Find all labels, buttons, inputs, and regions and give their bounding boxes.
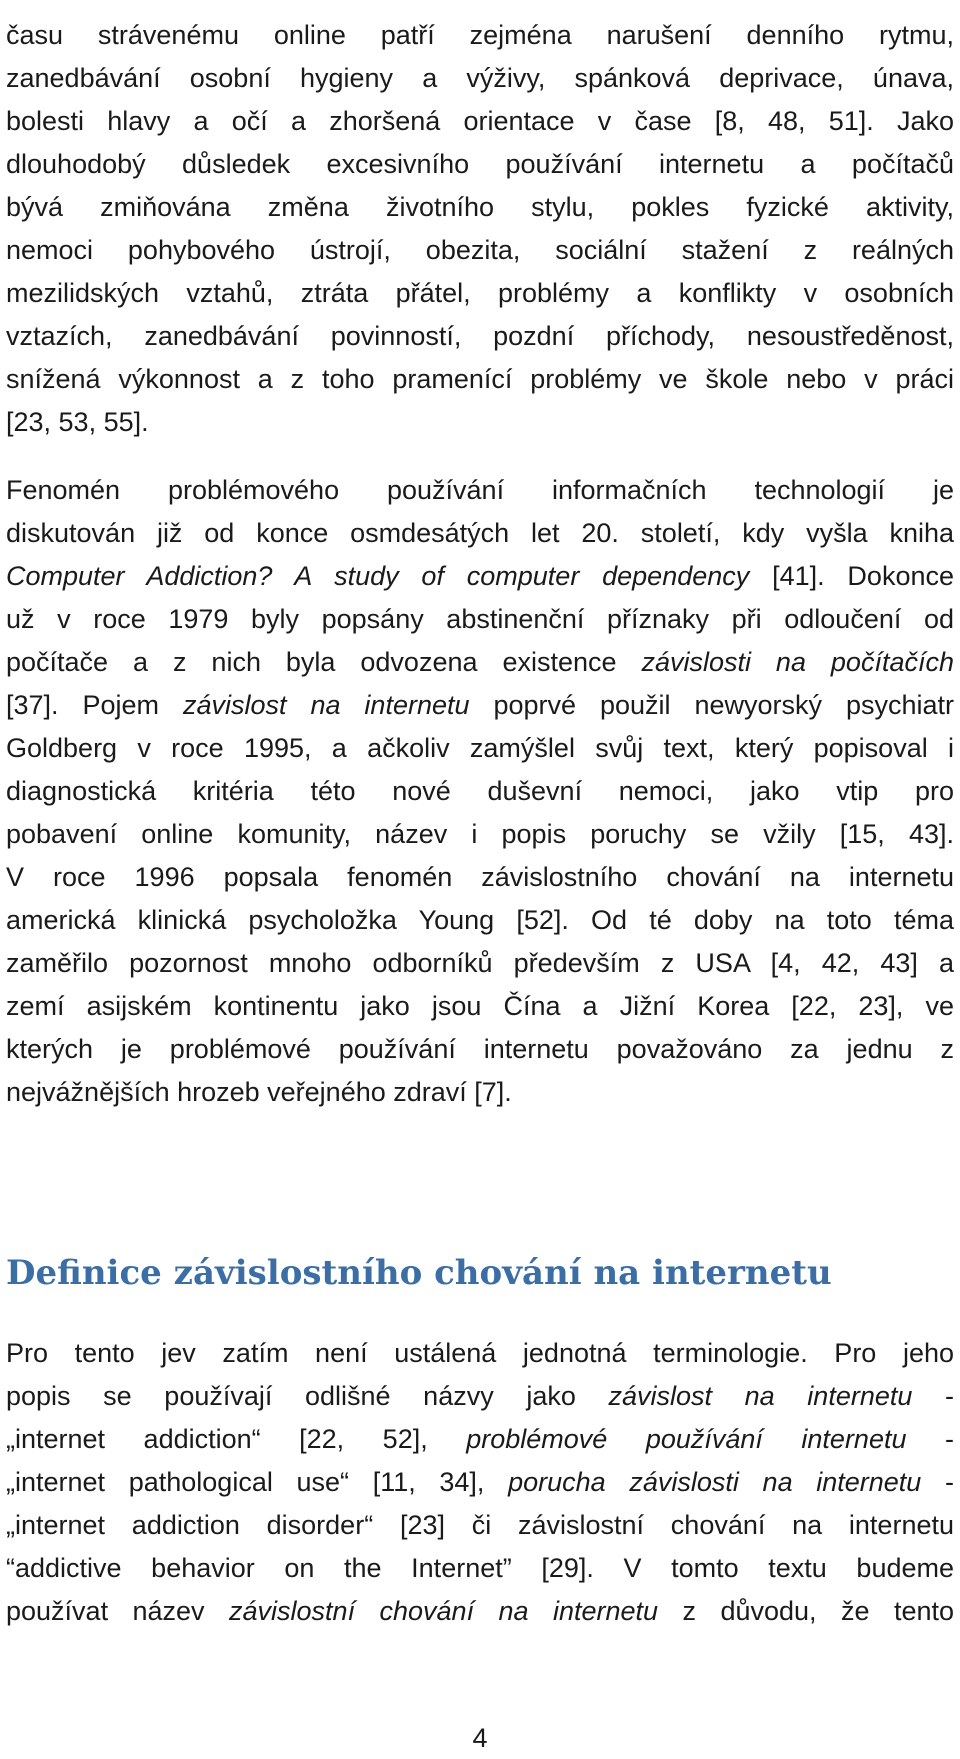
text-line: zaměřilo pozornost mnoho odborníků především z USA [4, 42, 43] a [6, 948, 954, 978]
text-line: Goldberg v roce 1995, a ačkoliv zamýšlel svůj text, který popisoval i [6, 733, 954, 763]
text-line: „internet addiction“ [22, 52], problémové používání internetu - [6, 1424, 954, 1454]
text-line: “addictive behavior on the Internet” [29]. V tomto textu budeme [6, 1553, 954, 1583]
text-line: Pro tento jev zatím není ustálená jednotná terminologie. Pro jeho [6, 1338, 954, 1368]
text-line: popis se používají odlišné názvy jako závislost na internetu - [6, 1381, 955, 1411]
section-heading: Definice závislostního chování na internetu [6, 1253, 832, 1293]
text-line: diskutován již od konce osmdesátých let 20. století, kdy vyšla kniha [6, 518, 954, 548]
text-line: počítače a z nich byla odvozena existence závislosti na počítačích [6, 647, 954, 677]
page-number: 4 [472, 1723, 488, 1753]
text-line: americká klinická psycholožka Young [52]. Od té doby na toto téma [6, 905, 954, 935]
text-line: nejvážnějších hrozeb veřejného zdraví [7]. [6, 1077, 512, 1107]
italic-term: závislost na internetu [608, 1381, 913, 1411]
text-line: Computer Addiction? A study of computer dependency [41]. Dokonce [6, 561, 954, 591]
text-line: [23, 53, 55]. [6, 407, 149, 437]
text-line: zemí asijském kontinentu jako jsou Čína a Jižní Korea [22, 23], ve [6, 991, 954, 1021]
text-line: dlouhodobý důsledek excesivního používání internetu a počítačů [6, 149, 954, 179]
italic-term: závislostní chování na internetu [229, 1596, 659, 1626]
text-line: používat název závislostní chování na internetu z důvodu, že tento [6, 1596, 955, 1626]
italic-term: závislost na internetu [182, 690, 470, 720]
text-line: už v roce 1979 byly popsány abstinenční příznaky při odloučení od [6, 604, 954, 634]
text-line: kterých je problémové používání internetu považováno za jednu z [6, 1034, 954, 1064]
text-line: vztazích, zanedbávání povinností, pozdní příchody, nesoustředěnost, [6, 321, 954, 351]
text-line: bývá zmiňována změna životního stylu, pokles fyzické aktivity, [6, 192, 954, 222]
text-line: diagnostická kritéria této nové duševní nemoci, jako vtip pro [6, 776, 954, 806]
text-line: mezilidských vztahů, ztráta přátel, problémy a konflikty v osobních [6, 278, 954, 308]
text-line: času strávenému online patří zejména narušení denního rytmu, [6, 20, 954, 50]
italic-term: porucha závislosti na internetu [508, 1467, 922, 1497]
text-line: nemoci pohybového ústrojí, obezita, sociální stažení z reálných [6, 235, 954, 265]
text-line: [37]. Pojem závislost na internetu poprvé použil newyorský psychiatr [6, 690, 954, 720]
text-line: V roce 1996 popsala fenomén závislostního chování na internetu [6, 862, 954, 892]
italic-term: problémové používání internetu [466, 1424, 907, 1454]
book-title: Computer Addiction? A study of computer dependency [6, 561, 750, 591]
text-line: snížená výkonnost a z toho pramenící problémy ve škole nebo v práci [6, 364, 954, 394]
text-line: pobavení online komunity, název i popis poruchy se vžily [15, 43]. [6, 819, 954, 849]
text-line: „internet addiction disorder“ [23] či závislostní chování na internetu [6, 1510, 954, 1540]
text-line: „internet pathological use“ [11, 34], porucha závislosti na internetu - [6, 1467, 954, 1497]
text-line: zanedbávání osobní hygieny a výživy, spánková deprivace, únava, [6, 63, 954, 93]
text-line: Fenomén problémového používání informačních technologií je [6, 475, 954, 505]
italic-term: závislosti na počítačích [641, 647, 954, 677]
text-line: bolesti hlavy a očí a zhoršená orientace v čase [8, 48, 51]. Jako [6, 106, 954, 136]
